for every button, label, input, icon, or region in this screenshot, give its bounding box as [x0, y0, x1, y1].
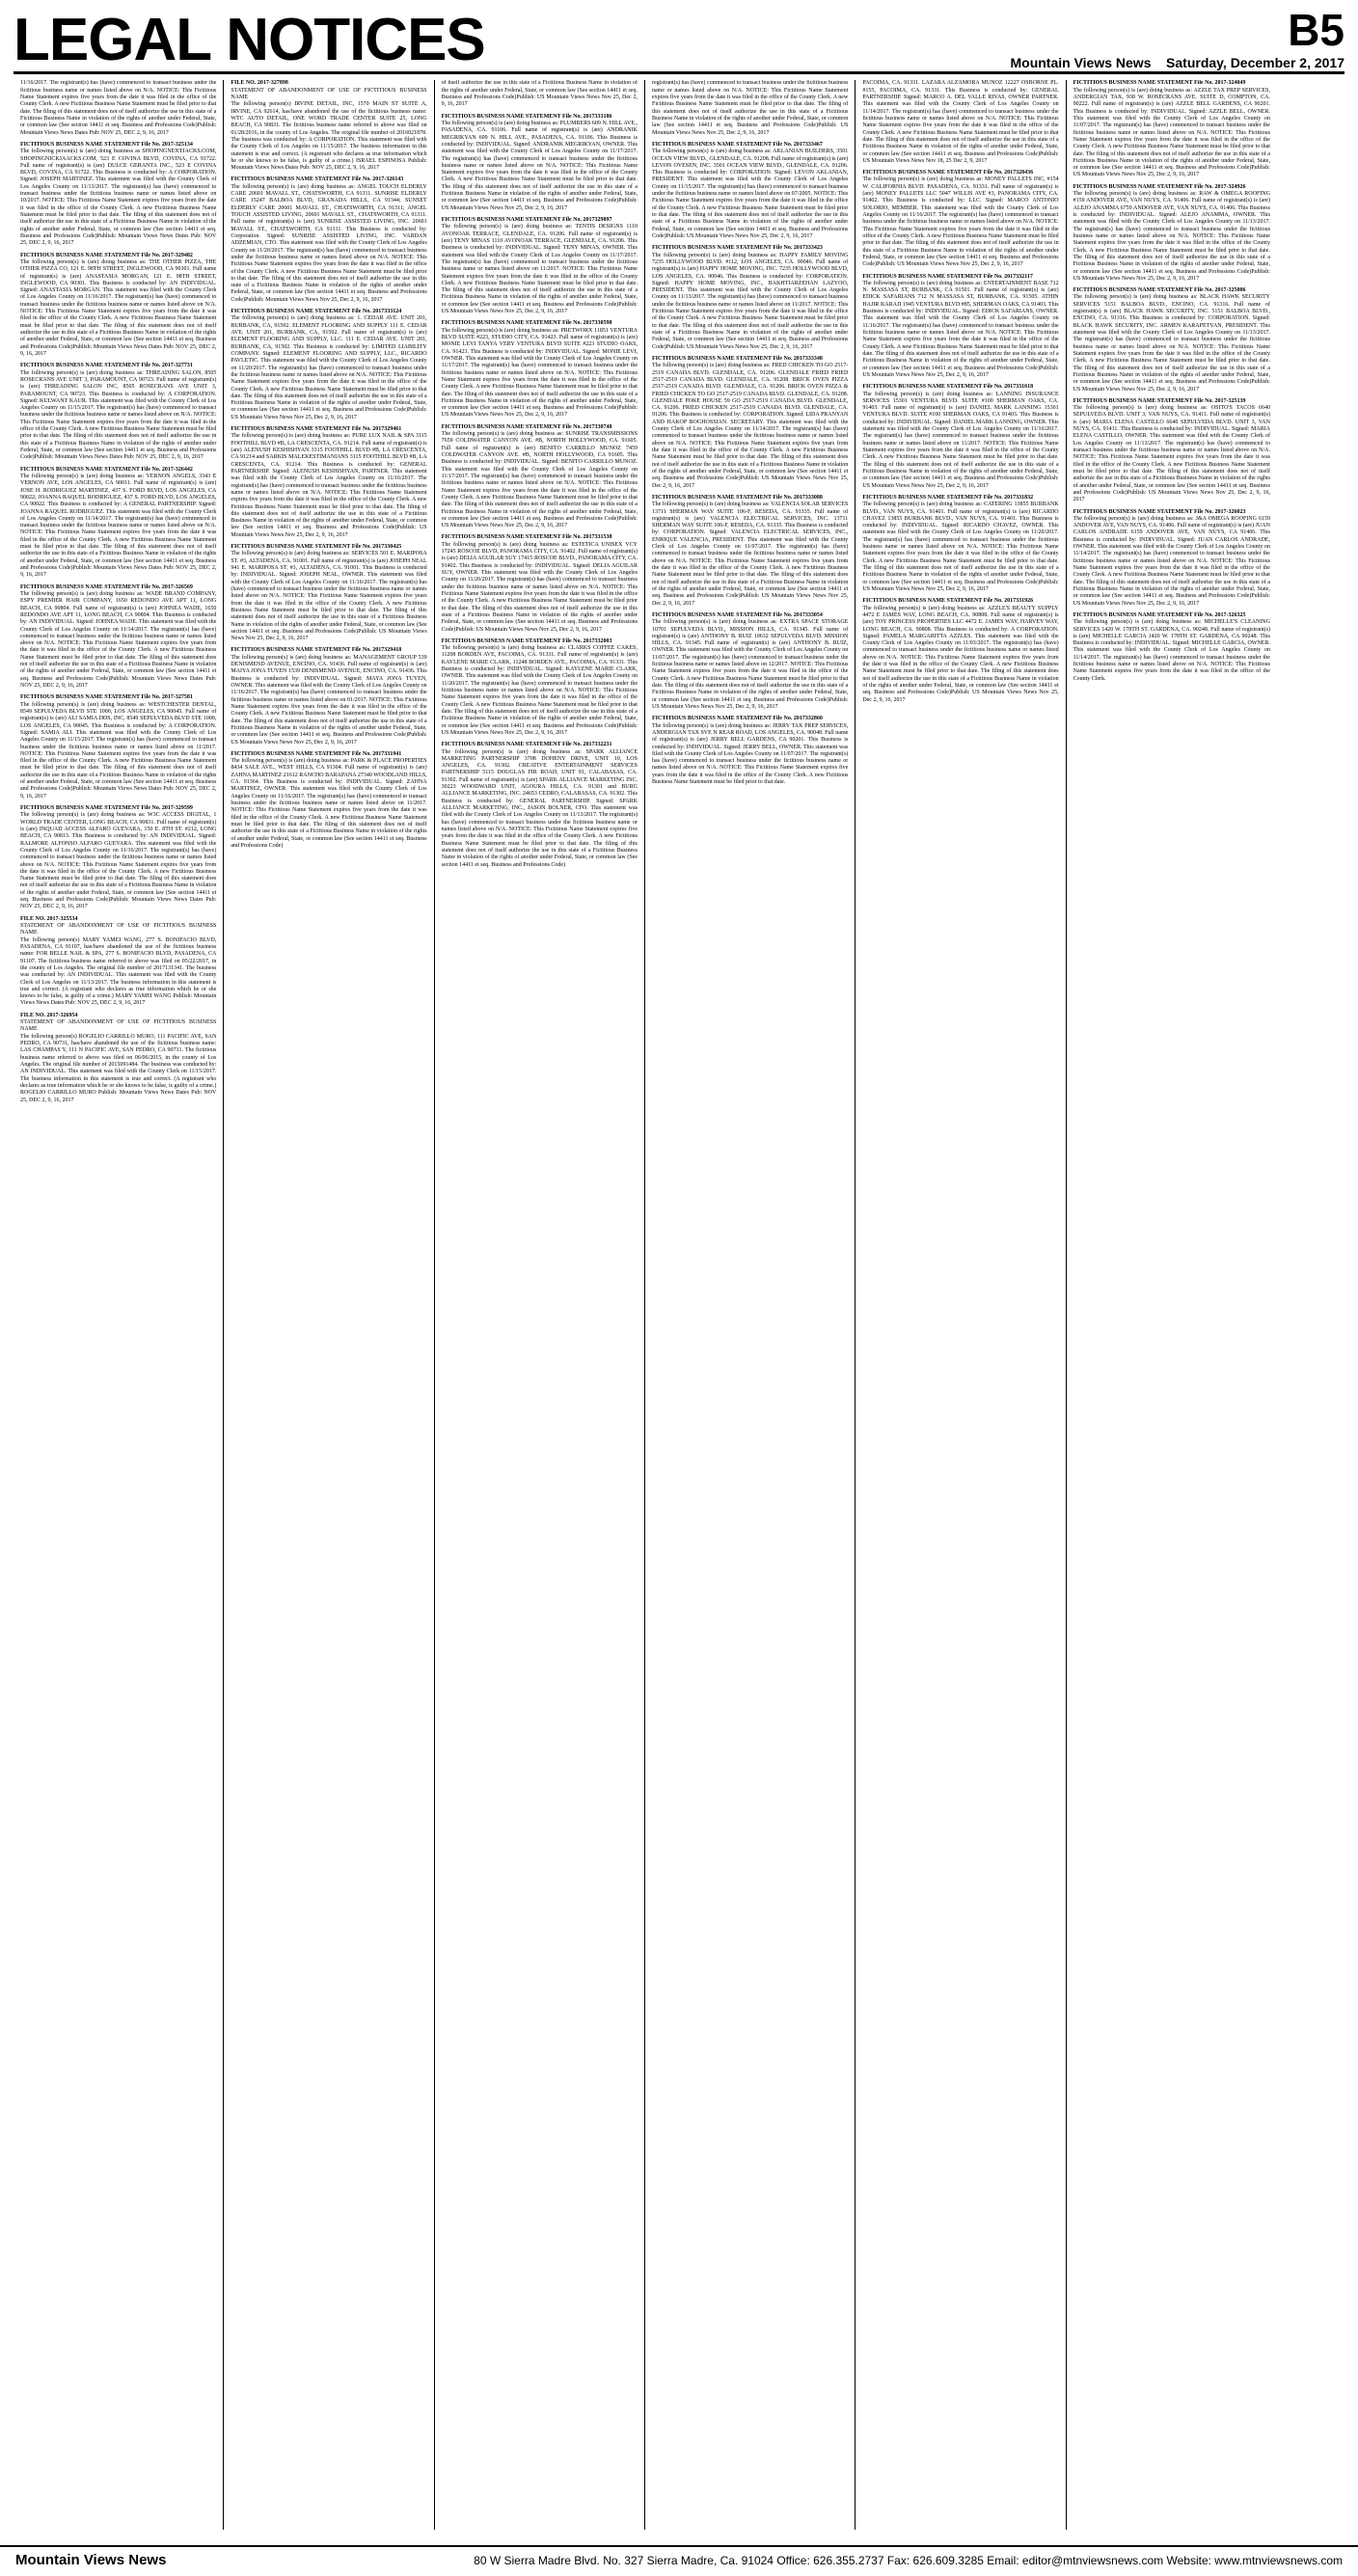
notice-paragraph: of itself authorize the use in this state of a Fictitious Business Name in violation of the rights of another under Federal, State, or common law (See section 14411 et seq. Business and Professions Code)Publish: US Mountain Views News Nov 25, Dec 2, 9, 16, 2017	[441, 80, 638, 108]
notice-paragraph: FICTITIOUS BUSINESS NAME STATEMENT File No. 2017-326023	[1073, 508, 1246, 515]
notice-paragraph: The following person(s) is (are) doing business as: HAPPY FAMILY MOVING 7235 HOLLYWOOD BLVD. #112, LOS ANGELES, CA. 90046. Full name of registrant(s) is (are) HAPPY HOME MOVING, INC. 7235 HOLLYWOOD BLVD, LOS ANGELES, CA. 90046. This Business is conducted by: CORPORATION. Signed: HAPPY HOME MOVING, INC., BAKHTIARZEHAN LAZYOO, PRESIDENT. This statement was filed with the County Clerk of Los Angeles County on 11/13/2017. The registrant(s) has (have) commenced to transact business under the fictitious business name or names listed above on 11/2017. NOTICE: This Fictitious Name Statement expires five years from the date it was filed in the office of the County Clerk. A new Fictitious Business Name Statement must be filed prior to that date. The filing of this statement does not of itself authorize the use in this state of a Fictitious Business Name in violation of the rights of another under Federal, State, or common law (See section 14411 et seq. Business and Professions Code)Publish: US Mountain Views News Nov 25, Dec 2, 9, 16, 2017	[651, 252, 849, 350]
notice-paragraph: FICTITIOUS BUSINESS NAME STATEMENT File No. 2017332860	[651, 716, 823, 722]
legal-notice-block	[862, 598, 1058, 704]
legal-notice-block	[442, 114, 638, 212]
notice-paragraph: The following person(s) IRVINE DETAIL, INC, 1570 MAIN ST SUITE A, IRVINE, CA 92614, has/have abandoned the use of the fictitious business name: WTC AUTO DETAIL, ONE WORD TRADE CENTER SUITE 25, LONG BEACH, CA 90831. The fictitious business name referred to above was filed on 01/28/2016, in the county of Los Angeles. The original file number of 2016021878. The business was conducted by: A CORPORATION. This statement was filed with the County Clerk of Los Angeles on 11/15/2017. The business information in this statement is true and correct. (A registrant who declares as true information which he or she knows to be false, is guilty of a crime.) ISRAEL ESPINOSA Publish: Mountain Views News Dates Pub: NOV 25, DEC 2, 9, 16, 2017	[231, 101, 427, 172]
legal-notice-block	[231, 647, 426, 746]
footer-publication: Mountain Views News	[15, 2552, 167, 2568]
legal-notice-block	[1073, 287, 1270, 393]
notice-paragraph: FICTITIOUS BUSINESS NAME STATEMENT File No. 2017-326325	[1073, 611, 1246, 618]
notice-paragraph: FICTITIOUS BUSINESS NAME STATEMENT File No. 2017-326569	[20, 583, 193, 590]
legal-notice-block	[1073, 398, 1270, 504]
notice-paragraph: FICTITIOUS BUSINESS NAME STATEMENT File No. 2017332003	[441, 637, 612, 644]
notice-paragraph: FICTITIOUS BUSINESS NAME STATEMENT File No. 2017-325139	[1073, 397, 1246, 404]
notice-paragraph: FICTITIOUS BUSINESS NAME STATEMENT File No. 2017329461	[231, 426, 402, 433]
notice-paragraph: FICTITIOUS BUSINESS NAME STATEMENT File No. 2017330598	[441, 320, 612, 327]
notice-paragraph: FILE NO. 2017-325534	[20, 915, 78, 922]
notice-paragraph: The following person(s) is (are) doing business as: FRED CHICKEN TO GO 2517-2519 CANADA BLVD. GLENDALE, CA. 91206. GLENDALE FRIED FRIED 2517-2519 CANADA BLVD. GLENDALE, CA. 91208. BRICK OVEN PIZZA 2517-2519 CANADA BLVD. GLENDALE, CA. 91206. BRICK OVEN PIZZA & FRIED CHICKEN TO GO 2517-2519 CANADA BLVD. GLENDALE, CA. 91208. GLENDALE POKE HOUSE 59 GO 2517-2519 CANADA BLVD. GLENDALE, CA. 91206. FRIED CHICKEN 2517-2519 CANADA BLVD. GLENDALE, CA. 91206. This Business is conducted by: CORPORATION. Signed: LIDA PRANYAN AND HAKOP BOGHOSSIAN. SECRETARY. This statement was filed with the County Clerk of Los Angeles County on 11/14/2017. The registrant(s) has (have) commenced to transact business under the fictitious business name or names listed above on N/A. NOTICE: This Fictitious Name Statement expires five years from the date it was filed in the office of the County Clerk. A new Fictitious Business Name Statement must be filed prior to that date. The filing of this statement does not of itself authorize the use in this state of a Fictitious Business Name in violation of the rights of another under Federal, State, or common law (See section 14411 et seq. Business and Professions Code)Publish: US Mountain Views News Nov 25, Dec 2, 9, 16, 2017	[651, 363, 849, 489]
notice-paragraph: The following person(s) is (are) doing business as: EXTRA SPACE STORAGE 10701 SEPULVEDA BLVD., MISSION HILLS, CA. 91345. Full name of registrant(s) is (are) ANTHONY B. RUIZ 10632 SEPULVEDA BLVD. MISSION HILLS, CA. 91345. Full name of registrant(s) is (are) ANTHONY B. RUIZ, OWNER. This statement was filed with the County Clerk of Los Angeles County on 11/07/2017. The registrant(s) has (have) commenced to transact business under the fictitious business name or names listed above on 12/2017. NOTICE: This Fictitious Name Statement expires five years from the date it was filed in the office of the County Clerk. A new Fictitious Business Name Statement must be filed prior to that date. The filing of this statement does not of itself authorize the use in this state of a Fictitious Business Name in violation of the rights of another under Federal, State, or common law (See section 14411 et seq. Business and Professions Code)Publish: US Mountain Views News Nov 25, Dec 2, 9, 16, 2017	[651, 619, 849, 710]
legal-notice-block	[652, 80, 848, 137]
notice-paragraph: The following person(s) is (are) doing business as: BLACK HAWK SECURITY SERVICES 5151 BALBOA BLVD., ENCINO, CA. 91316. Full name of registrant(s) is (are) BLACK HAWK SECURITY, INC. 5151 BALBOA BLVD., ENCINO, CA. 91316. This Business is conducted by: CORPORATION. Signed: BLACK HAWK SECURITY, INC. ARMEN KARAPETYAN, PRESIDENT. This statement was filed with the County Clerk of Los Angeles County on 11/13/2017. The registrant(s) has (have) commenced to transact business under the fictitious business name or names listed above on N/A. NOTICE: This Fictitious Name Statement expires five years from the date it was filed in the office of the County Clerk. A new Fictitious Business Name Statement must be filed prior to that date. The filing of this statement does not of itself authorize the use in this state of a Fictitious Business Name in violation of the rights of another under Federal, State, or common law (See section 14411 et seq. Business and Professions Code)Publish: US Mountain Views News Nov 25, Dec 2, 9, 16, 2017	[1073, 294, 1270, 393]
notice-paragraph: The following person(s) is (are) doing business as: JERRY TAX PREP SERVICES, ANDERGIAN TAX SVE N REAR ROAD, LOS ANGELES, CA. 90048. Full name of registrant(s) is (are) JERRY BELL GARDENS, CA 90201. This Business is conducted by: INDIVIDUAL. Signed: JERRY BELL, OWNER. This statement was filed with the County Clerk of Los Angeles County on 11/07/2017. The registrant(s) has (have) commenced to transact business under the fictitious business name or names listed above on N/A. NOTICE: This Fictitious Name Statement expires five years from the date it was filed in the office of the County Clerk. A new Fictitious Business Name Statement must be filed prior to that date.	[651, 722, 849, 786]
masthead	[14, 5, 1344, 74]
notice-paragraph: FICTITIOUS BUSINESS NAME STATEMENT File No. 2017-324049	[1073, 80, 1246, 87]
legal-notice-block	[442, 638, 638, 737]
legal-notice-block	[442, 80, 638, 108]
footer-contact-info: 80 W Sierra Madre Blvd. No. 327 Sierra Madre, Ca. 91024 Office: 626.355.2737 Fax: 626.609.3285 Email: editor@mtnviewsnews.com Website: www.mtnviewsnews.com	[474, 2553, 1343, 2567]
legal-notice-block	[20, 584, 216, 691]
notice-paragraph: FICTITIOUS BUSINESS NAME STATEMENT File No. 2017331618	[862, 384, 1034, 391]
notice-paragraph: The following person(s) is (are) doing business as SHOPINGNEXTJACKS.COM, SHOPINGNICKJAACKS.COM, 523 E COVINA BLVD, COVINA, CA 91722. Full name of registrant(s) is (are) DULCE GERANTA INC., 523 E COVINA BLVD, COVINA, CA 91722. This Business is conducted by: A CORPORATION. Signed: JOSEPH MARTINEZ. This statement was filed with the County Clerk of Los Angeles County on 11/13/2017. The registrant(s) has (have) commenced to transact business under the fictitious business name or names listed above on 10/2017. NOTICE: This Fictitious Name Statement expires five years from the date it was filed in the office of the County Clerk. A new Fictitious Business Name Statement must be filed prior to that date. The filing of this statement does not of itself authorize the use in this state of a Fictitious Business Name in violation of the rights of another under Federal, State, or common law (See section 14411 et seq. Business and Professions Code)Publish: Mountain Views News Dates Pub: NOV 25, DEC 2, 9, 16, 2017	[20, 149, 217, 247]
notice-paragraph: The following person(s) is (are) doing business as: AKLANIAN BUILDERS, 3501 OCEAN VIEW BLVD., GLENDALE, CA. 91208. Full name of registrant(s) is (are) LEVON OVESEN, INC. 3501 OCEAN VIEW BLVD., GLENDALE, CA. 91206. This Business is conducted by: CORPORATION. Signed: LEVON AKLANIAN, PRESIDENT. This statement was filed with the County Clerk of Los Angeles County on 11/15/2017. The registrant(s) has (have) commenced to transact business under the fictitious business name or names listed above on 07/2005. NOTICE: This Fictitious Name Statement expires five years from the date it was filed in the office of the County Clerk. A new Fictitious Business Name Statement must be filed prior to that date. The filing of this statement does not of itself authorize the use in this state of a Fictitious Business Name in violation of the rights of another under Federal, State, or common law (See section 14411 et seq. Business and Professions Code)Publish: US Mountain Views News Nov 25, Dec 2, 9, 16, 2017	[651, 149, 849, 239]
legal-notice-block	[862, 80, 1058, 165]
notice-paragraph: The following person(s) is (are) doing business as: VALENCIA SOLAR SERVICES 13711 SHERMAN WAY SUITE 106-F, RESEDA, CA. 91335. Full name of registrant(s) is (are) VALENCIA ELECTRICAL SERVICES, INC. 13711 SHERMAN WAY SUITE 106-F, RESEDA, CA. 91335. This Business is conducted by: CORPORATION. Signed: VALENCIA ELECTRICAL SERVICES, INC., ENRIQUE VALENCIA, PRESIDENT. This statement was filed with the County Clerk of Los Angeles County on 11/07/2017. The registrant(s) has (have) commenced to transact business under the fictitious business name or names listed above on N/A. NOTICE: This Fictitious Name Statement expires five years from the date it was filed in the office of the County Clerk. A new Fictitious Business Name Statement must be filed prior to that date. The filing of this statement does not of itself authorize the use in this state of a Fictitious Business Name in violation of the rights of another under Federal, State, or common law (See section 14411 et seq. Business and Professions Code)Publish: US Mountain Views News Nov 25, Dec 2, 9, 16, 2017	[651, 502, 849, 607]
notice-column-6	[1067, 80, 1277, 2530]
notice-paragraph: The following person(s) is (are) doing business as: SERVICES 501 E. MARIPOSA ST. #3, ALTADENA, CA. 91001. Full name of registrant(s) is (are) JOSEPH NEAL 941 E. MARIPOSA ST. #3, ALTADENA, CA. 91001. This Business is conducted by: INDIVIDUAL. Signed: JOSEPH NEAL, OWNER. This statement was filed with the County Clerk of Los Angeles County on 11/16/2017. The registrant(s) has (have) commenced to transact business under the fictitious business name or names listed above on N/A. NOTICE: This Fictitious Name Statement expires five years from the date it was filed in the office of the County Clerk. A new Fictitious Business Name Statement must be filed prior to that date. The filing of this statement does not of itself authorize the use in this state of a Fictitious Business Name in violation of the rights of another under Federal, State, or common law (See section 14411 et seq. Business and Professions Code)Publish: US Mountain Views News Nov 25, Dec 2, 9, 16, 2017	[231, 551, 427, 642]
notice-columns	[14, 80, 1344, 2530]
notice-paragraph: FICTITIOUS BUSINESS NAME STATEMENT File No. 2017330748	[441, 423, 612, 430]
notice-paragraph: STATEMENT OF ABANDONMENT OF USE OF FICTITIOUS BUSINESS NAME	[20, 1019, 217, 1033]
notice-paragraph: FICTITIOUS BUSINESS NAME STATEMENT File No. 2017-326442	[20, 466, 193, 473]
legal-notice-block	[20, 1013, 216, 1104]
page-title: LEGAL NOTICES	[14, 7, 485, 74]
notice-paragraph: FICTITIOUS BUSINESS NAME STATEMENT File No. 2017330425	[231, 544, 402, 551]
legal-notice-block	[20, 805, 216, 911]
legal-notice-block	[20, 142, 216, 248]
legal-notice-block	[20, 363, 216, 461]
notice-paragraph: The following person(s) MARY YAMEI WANG, 277 S. BONIFACIO BLVD, PASADENA, CA 91107, has/have abandoned the use of the fictitious business name: FOR BELLE NAIL & SPA, 277 S. BONIFACIO BLVD, PASADENA, CA 91107. The fictitious business name referred to above was filed on 05/22/2017, in the county of Los Angeles. The original file number of 2017131341. The business was conducted by: AN INDIVIDUAL. This statement was filed with the County Clerk of Los Angeles on 11/13/2017. The business information in this statement is true and correct. (A registrant who declares as true information which he or she knows to be false, is guilty of a crime.) MARY YAMEI WANG Publish: Mountain Views News Dates Pub: NOV 25, DEC 2, 9, 16, 2017	[20, 936, 217, 1007]
notice-paragraph: FICTITIOUS BUSINESS NAME STATEMENT File No. 2017329418	[231, 647, 402, 654]
legal-notice-block	[442, 742, 638, 869]
notice-paragraph: The following person(s) is (are) doing business as: AZZLE'S BEAUTY SUPPLY 4472 E JAMES WAY, LONG BEACH, CA. 90808. Full name of registrant(s) is (are) TOY PRINCESS PROPERTIES LLC 4472 E. JAMES WAY, HARVEY WAY, LONG BEACH, CA. 90808. This Business is conducted by: A CORPORATION. Signed: PAMELA MARGARITTA AZZLES. This statement was filed with the County Clerk of Los Angeles County on 11/03/2017. The registrant(s) has (have) commenced to transact business under the fictitious business name or names listed above on N/A. NOTICE: This Fictitious Name Statement expires five years from the date it was filed in the office of the County Clerk. A new Fictitious Business Name Statement must be filed prior to that date. The filing of this statement does not of itself authorize the use in this state of a Fictitious Business Name in violation of the rights of another under Federal, State, or common law (See section 14411 et seq. Business and Professions Code)Publish: US Mountain Views News Nov 25, Dec 2, 9, 16, 2017	[862, 605, 1059, 703]
notice-paragraph: FICTITIOUS BUSINESS NAME STATEMENT File No. 2017328436	[862, 170, 1034, 176]
notice-paragraph: FICTITIOUS BUSINESS NAME STATEMENT File No. 2017-327731	[20, 363, 193, 369]
notice-paragraph: FICTITIOUS BUSINESS NAME STATEMENT File No. 2017-324926	[1073, 183, 1246, 190]
notice-paragraph: The following person(s) is (are) doing business as: CLARKS COFFEE CAKES, 11208 BORDEN AVE, PACOIMA, CA. 91331. Full name of registrant(s) is (are) KAYLENE MARIE CLARK, 11248 BORDEN AVE., PACOIMA, CA. 91331. This Business is conducted by: INDIVIDUAL. Signed: KAYLENE MARIE CLARK, OWNER. This statement was filed with the County Clerk of Los Angeles County on 11/20/2017. The registrant(s) has (have) commenced to transact business under the fictitious business name or names listed above on N/A. NOTICE: This Fictitious Name Statement expires five years from the date it was filed in the office of the County Clerk. A new Fictitious Business Name Statement must be filed prior to that date. The filing of this statement does not of itself authorize the use in this state of a Fictitious Business Name in violation of the rights of another under Federal, State, or common law (See section 14411 et seq. Business and Professions Code)Publish: US Mountain Views News Nov 25, Dec 2, 9, 16, 2017	[441, 645, 638, 736]
notice-paragraph: FICTITIOUS BUSINESS NAME STATEMENT File No. 2017329897	[441, 217, 612, 223]
notice-paragraph: The following person(s) is (are) doing business as: SPARK ALLIANCE MARKETING PARTNERSHIP 3708 DOHENY DRIVE, UNIT 10, LOS ANGELES, CA. 91302. CREATIVE ENTERTAINMENT SERVICES PARTNERSHIP 5115 DOUGLAS FIR ROAD, UNIT 91, CALABASAS, CA. 91302. Full name of registrant(s) is (are) SPARK ALLIANCE MARKETING INC. 30223 WOODWARD UNIT, AGOURA HILLS, CA. 91301 and BURG ALLIANCE MARKETING, INC. 24653 CEDRO, CALABASAS, CA. 91302. This Business is conducted by: GENERAL PARTNERSHIP. Signed: SPARK ALLIANCE MARKETING, INC., JASON BOLNER, CFO. This statement was filed with the County Clerk of Los Angeles County on 11/13/2017. The registrant(s) has (have) commenced to transact business under the fictitious business name or names listed above on N/A. NOTICE: This Fictitious Name Statement expires five years from the date it was filed in the office of the County Clerk. A new Fictitious Business Name Statement must be filed prior to that date. The filing of this statement does not of itself authorize the use in this state of a Fictitious Business Name in violation of the rights of another under Federal, State, or common law (See section 14411 et seq. Business and Professions Code)	[441, 748, 638, 868]
notice-paragraph: The following person(s) is (are) doing business as: PRETWORX 11851 VENTURA BLVD SUITE #223, STUDIO CITY, CA. 91423. Full name of registrant(s) is (are) MONIE LEVI TANYA VERY VENTURA BLVD SUITE #223 STUDIO OAKS, CA. 91423. This Business is conducted by: INDIVIDUAL. Signed: MONIE LEVI, OWNER. This statement was filed with the County Clerk of Los Angeles County on 11/17/2017. The registrant(s) has (have) commenced to transact business under the fictitious business name or names listed above on N/A. NOTICE: This Fictitious Name Statement expires five years from the date it was filed in the office of the County Clerk. A new Fictitious Business Name Statement must be filed prior to that date. The filing of this statement does not of itself authorize the use in this state of a Fictitious Business Name in violation of the rights of another under Federal, State, or common law (See section 14411 et seq. Business and Professions Code)Publish: US Mountain Views News Nov 25, Dec 2, 9, 16, 2017	[441, 327, 638, 419]
notice-paragraph: FICTITIOUS BUSINESS NAME STATEMENT File No. 2017-329482	[20, 252, 193, 258]
notice-paragraph: FICTITIOUS BUSINESS NAME STATEMENT File No. 2017331941	[231, 750, 402, 757]
notice-column-3	[435, 80, 645, 2530]
notice-paragraph: The following person(s) is (are) doing business as: 1. CEDAR AVE. UNIT 201, BURBANK, CA, 91502. ELEMENT FLOORING AND SUPPLY 111 E. CEDAR AVE. UNIT 201, BURBANK, CA, 91502. Full name of registrant(s) is (are) ELEMENT FLOORING AND SUPPLY, LLC. 111 E. CEDAR AVE. UNIT 201, BURBANK, CA, 91502. This Business is conducted by: LIMITED LIABILITY COMPANY. Signed: ELEMENT FLOORING AND SUPPLY, LLC., RICARDO PAVLETIC. This statement was filed with the County Clerk of Los Angeles County on 11/20/2017. The registrant(s) has (have) commenced to transact business under the fictitious business name or names listed above on N/A. NOTICE: This Fictitious Name Statement expires five years from the date it was filed in the office of the County Clerk. A new Fictitious Business Name Statement must be filed prior to that date. The filing of this statement does not of itself authorize the use in this state of a Fictitious Business Name in violation of the rights of another under Federal, State, or common law (See section 14411 et seq. Business and Professions Code)Publish: US Mountain Views News Nov 25, Dec 2, 9, 16, 2017	[231, 315, 427, 420]
legal-notice-block	[1073, 80, 1270, 178]
legal-notice-block	[442, 534, 638, 633]
legal-notice-block	[20, 694, 216, 800]
notice-paragraph: FICTITIOUS BUSINESS NAME STATEMENT File No. 2017-327581	[20, 694, 193, 701]
legal-notice-block	[231, 751, 426, 850]
legal-notice-block	[862, 170, 1058, 268]
notice-paragraph: The following person(s) is (are) doing business as: AZZLE TAX PREP SERVICES, ANDERGIAN TAX, 938 W. ROSECRANS AVE. SUITE D, COMPTON, CA. 90222. Full name of registrant(s) is (are) AZZLE BELL GARDENS, CA 90201. This Business is conducted by: INDIVIDUAL. Signed: AZZLE BELL, OWNER. This statement was filed with the County Clerk of Los Angeles County on 11/07/2017. The registrant(s) has (have) commenced to transact business under the fictitious business name or names listed above on N/A. NOTICE: This Fictitious Name Statement expires five years from the date it was filed in the office of the County Clerk. A new Fictitious Business Name Statement must be filed prior to that date. The filing of this statement does not of itself authorize the use in this state of a Fictitious Business Name in violation of the rights of another under Federal, State, or common law (See section 14411 et seq. Business and Professions Code)Publish: US Mountain Views News Nov 25, Dec 2, 9, 16, 2017	[1073, 87, 1270, 178]
notice-paragraph: The following person(s) is (are) doing business as: OSITO'S TACOS 6640 SEPULVEDA BLVD. UNIT 3, VAN NUYS, CA. 91411. Full name of registrant(s) is (are) MARIA ELENA CASTILLO 6640 SEPULVEDA BLVD. UNIT 3, VAN NUYS, CA. 91411. This Business is conducted by: INDIVIDUAL. Signed: MARIA ELENA CASTILLO, OWNER. This statement was filed with the County Clerk of Los Angeles County on 11/13/2017. The registrant(s) has (have) commenced to transact business under the fictitious business name or names listed above on N/A. NOTICE: This Fictitious Name Statement expires five years from the date it was filed in the office of the County Clerk. A new Fictitious Business Name Statement must be filed prior to that date. The filing of this statement does not of itself authorize the use in this state of a Fictitious Business Name in violation of the rights of another under Federal, State, or common law (See section 14411 et seq. Business and Professions Code)Publish: US Mountain Views News Nov 25, Dec 2, 9, 16, 2017	[1073, 405, 1270, 503]
notice-paragraph: FICTITIOUS BUSINESS NAME STATEMENT File No. 2017332231	[441, 742, 612, 748]
masthead-right	[1010, 5, 1344, 70]
notice-paragraph: The following person(s) is (are) doing business as: ANGEL TOUCH ELDERLY CARE 20601 MAVALL ST., CHATSWORTH, CA 91311. SUNRISE ELDERLY CARE 15247 BALBOA BLVD, GRANADA HILLS, CA 91344; SUNSET ELDERLY CARE 20601 MAVALL ST., CHATSWORTH, CA 91311; ANGEL TOUCH ASSISTED LIVING, 20601 MAVALL ST., CHATSWORTH, CA 91311. Full name of registrant(s) is (are) SUNRISE ASSISTED LIVING, INC. 20601 MAVALL ST., CHATSWORTH, CA 91311. This Business is conducted by: Corporation. Signed: SUNRISE ASSISTED LIVING, INC. VARDAN ADZEMIAN, CTO. This statement was filed with the County Clerk of Los Angeles County on 11/20/2017. The registrant(s) has (have) commenced to transact business under the fictitious business name or names listed above on N/A. NOTICE: This Fictitious Name Statement expires five years from the date it was filed in the office of the County Clerk. A new Fictitious Business Name Statement must be filed prior to that date. The filing of this statement does not of itself authorize the use in this state of a Fictitious Business Name in violation of the rights of another under Federal, State, or common law (See section 14411 et seq. Business and Professions Code)Publish: Mountain Views News Nov 25, Dec 2, 9, 16, 2017	[231, 183, 427, 303]
notice-paragraph: The following person(s) is (are) doing business as: ENTERTAINMENT BASE 712 N. MASSASA ST, BURBANK, CA 91501. Full name of registrant(s) is (are) EDICK SAFARIANS 712 N MASSASA ST, BURBANK, CA. 91505. ATHIN HAJIR KARAJI 1945 VENTURA BLVD #85, SHERMAN OAKS, CA 91403. This Business is conducted by: INDIVIDUAL. Signed: EDICK SAFARIANS, OWNER. This statement was filed with the County Clerk of Los Angeles County on 11/16/2017. The registrant(s) has (have) commenced to transact business under the fictitious business name or names listed above on N/A. NOTICE: This Fictitious Name Statement expires five years from the date it was filed in the office of the County Clerk. A new Fictitious Business Name Statement must be filed prior to that date. The filing of this statement does not of itself authorize the use in this state of a Fictitious Business Name in violation of the rights of another under Federal, State, or common law (See section 14411 et seq. Business and Professions Code)Publish: US Mountain Views News Nov 25, Dec 2, 9, 16, 2017	[862, 280, 1059, 378]
notice-paragraph: FICTITIOUS BUSINESS NAME STATEMENT File No. 2017333124	[231, 309, 402, 315]
legal-notice-block	[652, 612, 848, 711]
legal-notice-block	[652, 356, 848, 490]
legal-notice-block	[1073, 509, 1270, 608]
notice-paragraph: The following person(s) is (are) doing business as: WESTCHESTER DENTAL, 8549 SEPULVEDA BLVD STE 1000, LOS ANGELES, CA 90045. Full name of registrant(s) is (are) ALI SAMIA DDS, INC, 8549 SEPULVEDA BLVD STE 1000, LOS ANGELES, CA 90045. This Business is conducted by: A CORPORATION. Signed: SAMIA ALI. This statement was filed with the County Clerk of Los Angeles County on 11/15/2017. The registrant(s) has (have) commenced to transact business under the fictitious business name or names listed above on 11/2017. NOTICE: This Fictitious Name Statement expires five years from the date it was filed in the office of the County Clerk. A new Fictitious Business Name Statement must be filed prior to that date. The filing of this statement does not of itself authorize the use in this state of a Fictitious Business Name in violation of the rights of another under Federal, State, or common law (See section 14411 et seq. Business and Professions Code)Publish: Mountain Views News Dates Pub: NOV 25, DEC 2, 9, 16, 2017	[20, 701, 217, 800]
notice-paragraph: The following person(s) is (are) doing business as: PLUMBERS 609 N. HILL AVE., PASADENA, CA. 91106. Full name of registrant(s) is (are) ANDRANIK MEGRIKYAN 609 N. HILL AVE., PASADENA, CA. 91106. This Business is conducted by: INDIVIDUAL. Signed: ANDRANIK MEGRIKYAN, OWNER. This statement was filed with the County Clerk of Los Angeles County on 11/17/2017. The registrant(s) has (have) commenced to transact business under the fictitious business name or names listed above on N/A. NOTICE: This Fictitious Name Statement expires five years from the date it was filed in the office of the County Clerk. A new Fictitious Business Name Statement must be filed prior to that date. The filing of this statement does not of itself authorize the use in this state of a Fictitious Business Name in violation of the rights of another under Federal, State, or common law (See section 14411 et seq. Business and Professions Code)Publish: US Mountain Views News Nov 25, Dec 2, 9, 16, 2017	[441, 120, 638, 211]
notice-paragraph: FILE NO. 2017-327898	[231, 80, 288, 87]
publication-date: Saturday, December 2, 2017	[1166, 54, 1344, 70]
notice-paragraph: FICTITIOUS BUSINESS NAME STATEMENT File No. 2017331538	[441, 534, 612, 541]
notice-paragraph: registrant(s) has (have) commenced to transact business under the fictitious business name or names listed above on N/A. NOTICE: This Fictitious Name Statement expires five years from the date it was filed in the office of the County Clerk. A new Fictitious Business Name Statement must be filed prior to that date. The filing of this statement does not of itself authorize the use in this state of a Fictitious Business Name in violation of the rights of another under Federal, State, or common law (See section 14411 et seq. Business and Professions Code)Publish: US Mountain Views News Nov 25, Dec 2, 9, 16, 2017	[651, 80, 849, 136]
notice-paragraph: The following person(s) is (are) doing business as: PURE LUX NAIL & SPA 3115 FOOTHILL BLVD #B, LA CRESCENTA, CA. 91214. Full name of registrant(s) is (are) ALENUSH KESHISHYAN 3315 FOOTHILL BLVD #B, LA CRESCENTA, CA 91214 and SARKIS MALEKESTIMANIANS 3115 FOOTHILL BLVD #B, LA CRESCENTA, CA. 91214. This Business is conducted by: GENERAL PARTNERSHIP. Signed: ALENUSH KESHISHYAN, PARTNER. This statement was filed with the County Clerk of Los Angeles County on 11/16/2017. The registrant(s) has (have) commenced to transact business under the fictitious business name or names listed above on N/A. NOTICE: This Fictitious Name Statement expires five years from the date it was filed in the office of the County Clerk. A new Fictitious Business Name Statement must be filed prior to that date. The filing of this statement does not of itself authorize the use in this state of a Fictitious Business Name in violation of the rights of another under Federal, State, or common law (See section 14411 et seq. Business and Professions Code)Publish: US Mountain Views News Nov 25, Dec 2, 9, 16, 2017	[231, 433, 427, 538]
legal-notice-block	[20, 80, 216, 137]
notice-paragraph: The following person(s) is (are) doing business as: MICHELLE'S CLEANING SERVICES 1420 W. 178TH ST. GARDENA, CA. 90248. Full name of registrant(s) is (are) MICHELLE GARCIA 1420 W. 178TH ST. GARDENA, CA 90248. This Business is conducted by: INDIVIDUAL. Signed: MICHELLE GARCIA, OWNER. This statement was filed with the County Clerk of Los Angeles County on 11/14/2017. The registrant(s) has (have) commenced to transact business under the fictitious business name or names listed above on N/A. NOTICE: This Fictitious Name Statement expires five years from the date it was filed in the office of the County Clerk.	[1073, 619, 1270, 682]
notice-paragraph: FILE NO. 2017-326954	[20, 1012, 78, 1018]
notice-paragraph: The following person(s) ROGELIO CARRILLO MURO, 111 PACIFIC AVE, SAN PEDRO, CA 90731, has/have abandoned the use of the fictitious business name: LAS CHAMPAS Y, 111 N PACIFIC AVE, SAN PEDRO, CA 90731. The fictitious business name referred to above was filed on 06/06/2015, in the county of Los Angeles. The original file number of 2015091484. The business was conducted by: AN INDIVIDUAL. This statement was filed with the County Clerk on 11/15/2017. The business information in this statement is true and correct. (A registrant who declares as true information which he or she knows to be false, is guilty of a crime.) ROGELIO CARRILLO MURO Publish: Mountain Views News Dates Pub: NOV 25, DEC 2, 9, 16, 2017	[20, 1033, 217, 1103]
notice-paragraph: The following person(s) is (are) doing business as: PARK & PLACE PROPERTIES 8434 SALE AVE., WEST HILLS, CA 91304. Full name of registrant(s) is (are) ZAHNA MARTINEZ 21612 RANCHO BARAPANA 27340 WOODLAND HILLS, CA. 91364. This Business is conducted by: INDIVIDUAL. Signed: ZAHNA MARTINEZ, OWNER. This statement was filed with the County Clerk of Los Angeles County on 11/16/2017. The registrant(s) has (have) commenced to transact business under the fictitious business name or names listed above on 11/2017. NOTICE: This Fictitious Name Statement expires five years from the date it was filed in the office of the County Clerk. A new Fictitious Business Name Statement must be filed prior to that date. The filing of this statement does not of itself authorize the use in this state of a Fictitious Business Name in violation of the rights of another under Federal, State, or common law (See section 14411 et seq. Business and Professions Code)	[231, 758, 427, 849]
notice-column-5	[856, 80, 1066, 2530]
notice-paragraph: The following person(s) is (are) doing business as: SUNRISE TRANSMISSIONS 7659 COLDWATER CANYON AVE. #B, NORTH HOLLYWOOD, CA. 91605. Full name of registrant(s) is (are) BENITO CARRILLO MUNOZ 7459 COLDWATER CANYON AVE. #B, NORTH HOLLYWOOD, CA 91605. This Business is conducted by: INDIVIDUAL. Signed: BENITO CARRILLO MUNOZ. This statement was filed with the County Clerk of Los Angeles County on 11/17/2017. The registrant(s) has (have) commenced to transact business under the fictitious business name or names listed above on N/A. NOTICE: This Fictitious Name Statement expires five years from the date it was filed in the office of the County Clerk. A new Fictitious Business Name Statement must be filed prior to that date. The filing of this statement does not of itself authorize the use in this state of a Fictitious Business Name in violation of the rights of another under Federal, State, or common law (See section 14411 et seq. Business and Professions Code)Publish: US Mountain Views News Nov 25, Dec 2, 9, 16, 2017	[441, 431, 638, 529]
legal-notice-block	[442, 217, 638, 315]
notice-paragraph: FICTITIOUS BUSINESS NAME STATEMENT File No. 2017333088	[651, 494, 823, 501]
notice-paragraph: FICTITIOUS BUSINESS NAME STATEMENT File No. 2017331926	[862, 598, 1034, 605]
notice-paragraph: The following person(s) is (are) doing business as: ESTETICA UNISEX VCY 17245 ROSCOE BLVD, PANORAMA CITY, CA. 91402. Full name of registrant(s) is (are) DELIA AGUILAR SUY 17415 ROSCOE BLVD., PANORAMA CITY, CA. 91402. This Business is conducted by: INDIVIDUAL. Signed: DELIA AGUILAR SUY, OWNER. This statement was filed with the County Clerk of Los Angeles County on 11/20/2017. The registrant(s) has (have) commenced to transact business under the fictitious business name or names listed above on N/A. NOTICE: This Fictitious Name Statement expires five years from the date it was filed in the office of the County Clerk. A new Fictitious Business Name Statement must be filed prior to that date. The filing of this statement does not of itself authorize the use in this state of a Fictitious Business Name in violation of the rights of another under Federal, State, or common law (See section 14411 et seq. Business and Professions Code)Publish: US Mountain Views News Nov 25, Dec 2, 9, 16, 2017	[441, 541, 638, 633]
legal-notice-block	[652, 245, 848, 351]
legal-notice-block	[20, 467, 216, 580]
notice-paragraph: FICTITIOUS BUSINESS NAME STATEMENT File No. 2017332117	[862, 273, 1033, 280]
column-body	[231, 80, 426, 850]
notice-paragraph: The following person(s) is (are) doing business as: W3C ACCESS DIGITAL, 1 WORLD TRADE CENTER, LONG BEACH, CA 90831. Full name of registrant(s) is (are) INQUAD ACCESS ALFARO GUEVARA, 150 E. 8TH ST. #212, LONG BEACH, CA 90813. This Business is conducted by: AN INDIVIDUAL. Signed: RALMORE ALFONSO ALFARO GUEVARA. This statement was filed with the County Clerk of Los Angeles County on 11/16/2017. The registrant(s) has (have) commenced to transact business under the fictitious business name or names listed above on N/A. NOTICE: This Fictitious Name Statement expires five years from the date it was filed in the office of the County Clerk. A new Fictitious Business Name Statement must be filed prior to that date. The filing of this statement does not of itself authorize the use in this state of a Fictitious Business Name in violation of the rights of another under Federal, State, or common law (See section 14411 et seq. Business and Professions Code)Publish: Mountain Views News Dates Pub: NOV 25, DEC 2, 9, 16, 2017	[20, 812, 217, 910]
legal-notice-block	[231, 426, 426, 539]
notice-paragraph: The following person(s) is (are) doing business as: LANNING INSURANCE SERVICES 15301 VENTURA BLVD. SUITE #100 SHERMAN OAKS, CA. 91403. Full name of registrant(s) is (are) DANIEL MARK LANNING 15301 VENTURA BLVD. SUITE #100 SHERMAN OAKS, CA 91403. This Business is conducted by: INDIVIDUAL. Signed: DANIEL MARK LANNING, OWNER. This statement was filed with the County Clerk of Los Angeles County on 11/16/2017. The registrant(s) has (have) commenced to transact business under the fictitious business name or names listed above on 11/2017. NOTICE: This Fictitious Name Statement expires five years from the date it was filed in the office of the County Clerk. A new Fictitious Business Name Statement must be filed prior to that date. The filing of this statement does not of itself authorize the use in this state of a Fictitious Business Name in violation of the rights of another under Federal, State, or common law (See section 14411 et seq. Business and Professions Code)Publish: US Mountain Views News Nov 25, Dec 2, 9, 16, 2017	[862, 391, 1059, 489]
notice-paragraph: The following person(s) is (are) doing business as: VERNON ANGELS, 3343 E VERNON AVE, LOS ANGELES, CA 90011. Full name of registrant(s) is (are) JOSE H. RODRIGUEZ MARTINEZ, 437 S. FORD BLVD, LOS ANGELES, CA 90022; JOANNA RAQUEL RODRIGUEZ, 437 S. FORD BLVD, LOS ANGELES, CA 90022. This Business is conducted by: A GENERAL PARTNERSHIP. Signed: JOANNA RAQUEL RODRIGUEZ. This statement was filed with the County Clerk of Los Angeles County on 11/14/2017. The registrant(s) has (have) commenced to transact business under the fictitious business name or names listed above on N/A. NOTICE: This Fictitious Name Statement expires five years from the date it was filed in the office of the County Clerk. A new Fictitious Business Name Statement must be filed prior to that date. The filing of this statement does not of itself authorize the use in this state of a Fictitious Business Name in violation of the rights of another under Federal, State, or common law (See section 14411 et seq. Business and Professions Code)Publish: Mountain Views News Dates Pub: NOV 25, DEC 2, 9, 16, 2017	[20, 473, 217, 579]
notice-paragraph: The following person(s) is (are) doing business as: MANAGEMENT GROUP 539 DENISMEND AVENUE, ENCINO, CA. 91436. Full name of registrant(s) is (are) MAIYA JONA TUYEN 1539 DENISMEND AVENUE, ENCINO, CA. 91436. This Business is conducted by: INDIVIDUAL. Signed: MAYA JONA TUYEN, OWNER. This statement was filed with the County Clerk of Los Angeles County on 11/16/2017. The registrant(s) has (have) commenced to transact business under the fictitious business name or names listed above on 01/2017. NOTICE: This Fictitious Name Statement expires five years from the date it was filed in the office of the County Clerk. A new Fictitious Business Name Statement must be filed prior to that date. The filing of this statement does not of itself authorize the use in this state of a Fictitious Business Name in violation of the rights of another under Federal, State, or common law (See section 14411 et seq. Business and Professions Code)Publish: US Mountain Views News Nov 25, Dec 2, 9, 16, 2017	[231, 654, 427, 746]
legal-notice-block	[231, 80, 426, 172]
notice-paragraph: FICTITIOUS BUSINESS NAME STATEMENT File No. 2017-325134	[20, 141, 193, 148]
legal-notice-block	[652, 142, 848, 240]
masthead-publication-line	[1010, 56, 1344, 70]
notice-paragraph: FICTITIOUS BUSINESS NAME STATEMENT File No. 2017331832	[862, 494, 1034, 501]
legal-notice-block	[442, 424, 638, 530]
notice-paragraph: FICTITIOUS BUSINESS NAME STATEMENT File No. 2017-329599	[20, 805, 193, 811]
notice-paragraph: FICTITIOUS BUSINESS NAME STATEMENT File No. 2017333186	[441, 113, 612, 120]
column-body	[20, 80, 216, 1103]
legal-notice-block	[1073, 612, 1270, 683]
notice-paragraph: The following person(s) is (are) doing business as: WADE BRAND COMPANY, ESPY PREMIER HAIR COMPANY, 1650 REDONDO AVE APT 11, LONG BEACH, CA 90804. Full name of registrant(s) is (are) JOHNEA WADE, 1650 REDONDO AVE APT 11, LONG BEACH, CA 90804. This Business is conducted by: AN INDIVIDUAL. Signed: JOHNEA WADE. This statement was filed with the County Clerk of Los Angeles County on 11/14/2017. The registrant(s) has (have) commenced to transact business under the fictitious business name or names listed above on N/A. NOTICE: This Fictitious Name Statement expires five years from the date it was filed in the office of the County Clerk. A new Fictitious Business Name Statement must be filed prior to that date. The filing of this statement does not of itself authorize the use in this state of a Fictitious Business Name in violation of the rights of another under Federal, State, or common law (See section 14411 et seq. Business and Professions Code)Publish: Mountain Views News Dates Pub: NOV 25, DEC 2, 9, 16, 2017	[20, 590, 217, 689]
legal-notice-block	[20, 916, 216, 1008]
legal-notice-block	[652, 495, 848, 608]
notice-paragraph: The following person(s) is (are) doing business as: THREADING SALON, 8505 ROSECRANS AVE UNIT 3, PARAMOUNT, CA 90723. Full name of registrant(s) is (are) THREADING SALON INC, 8505 ROSECRANS AVE UNIT 3, PARAMOUNT, CA 90723. This Business is conducted by: A CORPORATION. Signed: KULWANT KAUR. This statement was filed with the County Clerk of Los Angeles County on 11/15/2017. The registrant(s) has (have) commenced to transact business under the fictitious business name or names listed above on N/A. NOTICE: This Fictitious Name Statement expires five years from the date it was filed in the office of the County Clerk. A new Fictitious Business Name Statement must be filed prior to that date. The filing of this statement does not of itself authorize the use in this state of a Fictitious Business Name in violation of the rights of another under Federal, State, or common law (See section 14411 et seq. Business and Professions Code)Publish: Mountain Views News Dates Pub: NOV 25, DEC 2, 9, 16, 2017	[20, 369, 217, 461]
notice-paragraph: The following person(s) is (are) doing business as: RAW & OMEGA ROOFING #159 ANDOVER AVE, VAN NUYS, CA. 91406. Full name of registrant(s) is (are) ALEJO ANAMMA 6759 ANDOVER AVE, VAN NUYS, CA. 91406. This Business is conducted by: INDIVIDUAL. Signed: ALEJO ANAMMA, OWNER. This statement was filed with the County Clerk of Los Angeles County on 11/13/2017. The registrant(s) has (have) commenced to transact business under the fictitious business name or names listed above on N/A. NOTICE: This Fictitious Name Statement expires five years from the date it was filed in the office of the County Clerk. A new Fictitious Business Name Statement must be filed prior to that date. The filing of this statement does not of itself authorize the use in this state of a Fictitious Business Name in violation of the rights of another under Federal, State, or common law (See section 14411 et seq. Business and Professions Code)Publish: US Mountain Views News Nov 25, Dec 2, 9, 16, 2017	[1073, 191, 1270, 282]
notice-paragraph: PACOIMA, CA. 91331. LAZARA ALZAMORA MUNOZ 12227 OSBORNE PL. #155, PACOIMA, CA. 91331. This Business is conducted by: GENERAL PARTNERSHIP. Signed: MARCO A. DEL VALLE RIVAS, OWNER PARTNER. This statement was filed with the County Clerk of Los Angeles County on 11/14/2017. The registrant(s) has (have) commenced to transact business under the fictitious business name or names listed above on N/A. NOTICE: This Fictitious Name Statement expires five years from the date it was filed in the office of the County Clerk. A new Fictitious Business Name Statement must be filed prior to that date. The filing of this statement does not of itself authorize the use in this state of a Fictitious Business Name in violation of the rights of another under Federal, State, or common law (See section 14411 et seq. Business and Professions Code)Publish: US Mountain Views News Nov 18, 25 Dec 2, 9, 2017	[862, 80, 1059, 164]
notice-column-2	[224, 80, 434, 2530]
notice-paragraph: The following person(s) is (are) doing business as: J&A OMEGA ROOFING 6159 ANDOVER AVE, VAN NUYS, CA. 91406. Full name of registrant(s) is (are) JUAN CARLOS ANDRADE 6159 ANDOVER AVE, VAN NUYS, CA 91406. This Business is conducted by: INDIVIDUAL. Signed: JUAN CARLOS ANDRADE, OWNER. This statement was filed with the County Clerk of Los Angeles County on 11/14/2017. The registrant(s) has (have) commenced to transact business under the fictitious business name or names listed above on N/A. NOTICE: This Fictitious Name Statement expires five years from the date it was filed in the office of the County Clerk. A new Fictitious Business Name Statement must be filed prior to that date. The filing of this statement does not of itself authorize the use in this state of a Fictitious Business Name in violation of the rights of another under Federal, State, or common law (See section 14411 et seq. Business and Professions Code)Publish: US Mountain Views News Nov 25, Dec 2, 9, 16, 2017	[1073, 515, 1270, 607]
notice-paragraph: FICTITIOUS BUSINESS NAME STATEMENT File No. 2017333467	[651, 141, 823, 148]
legal-notice-block	[1073, 184, 1270, 283]
column-body	[442, 80, 638, 868]
notice-column-1	[14, 80, 224, 2530]
page-footer	[0, 2545, 1358, 2576]
legal-notice-block	[231, 544, 426, 642]
notice-paragraph: The following person(s) is (are) doing business as: MONEY PALLETS INC, #154 W. CALIFORNIA BLVD. PASADENA, CA. 91331. Full name of registrant(s) is (are) MONEY PALLETS LLC 5047 WILLIS AVE #3, PANORAMA CITY, CA. 91402. This Business is conducted by: LLC. Signed: MARCO ANTONIO SOLORIO, MEMBER. This statement was filed with the County Clerk of Los Angeles County on 11/16/2017. The registrant(s) has (have) commenced to transact business under the fictitious business name or names listed above on N/A. NOTICE: This Fictitious Name Statement expires five years from the date it was filed in the office of the County Clerk. A new Fictitious Business Name Statement must be filed prior to that date. The filing of this statement does not of itself authorize the use in this state of a Fictitious Business Name in violation of the rights of another under Federal, State, or common law (See section 14411 et seq. Business and Professions Code)Publish: US Mountain Views News Nov 25, Dec 2, 9, 16, 2017	[862, 176, 1059, 268]
notice-paragraph: FICTITIOUS BUSINESS NAME STATEMENT File No. 2017333423	[651, 245, 823, 252]
notice-paragraph: FICTITIOUS BUSINESS NAME STATEMENT File No. 2017-326143	[231, 176, 404, 183]
legal-notice-block	[442, 320, 638, 419]
notice-paragraph: FICTITIOUS BUSINESS NAME STATEMENT File No. 2017333348	[651, 355, 823, 362]
notice-paragraph: STATEMENT OF ABANDONMENT OF USE OF FICTITIOUS BUSINESS NAME	[231, 87, 427, 100]
legal-notice-block	[20, 253, 216, 359]
publication-name: Mountain Views News	[1010, 54, 1152, 70]
notice-paragraph: FICTITIOUS BUSINESS NAME STATEMENT File No. 2017333054	[651, 611, 823, 618]
notice-paragraph: The following person(s) is (are) doing business as: TENTIS DESIGNS 1110 AVONOAK TERRACE, GLENDALE, CA. 91206. Full name of registrant(s) is (are) TENY MINAS 1110 AVONOAK TERRACE, GLENDALE, CA. 91206. This Business is conducted by: INDIVIDUAL. Signed: TENY MINAS, OWNER. This statement was filed with the County Clerk of Los Angeles County on 11/17/2017. The registrant(s) has (have) commenced to transact business under the fictitious business name or names listed above on 11/2017. NOTICE: This Fictitious Name Statement expires five years from the date it was filed in the office of the County Clerk. A new Fictitious Business Name Statement must be filed prior to that date. The filing of this statement does not of itself authorize the use in this state of a Fictitious Business Name in violation of the rights of another under Federal, State, or common law (See section 14411 et seq. Business and Professions Code)Publish: US Mountain Views News Nov 25, Dec 2, 9, 16, 2017	[441, 224, 638, 315]
column-body	[652, 80, 848, 786]
section-code: B5	[1288, 5, 1344, 55]
legal-notice-block	[231, 309, 426, 421]
legal-notice-block	[862, 274, 1058, 380]
legal-notice-block	[862, 495, 1058, 593]
notice-paragraph: The following person(s) is (are) doing business as: THE OTHER PIZZA, THE OTHER PIZZA CO, 121 E. 98TH STREET, INGLEWOOD, CA 90301. Full name of registrant(s) is (are) ANASTASIA MORGAN, 121 E. 98TH STREET, INGLEWOOD, CA 90301. This Business is conducted by: AN INDIVIDUAL. Signed: ANASTASIA MORGAN. This statement was filed with the County Clerk of Los Angeles County on 11/16/2017. The registrant(s) has (have) commenced to transact business under the fictitious business name or names listed above on N/A. NOTICE: This Fictitious Name Statement expires five years from the date it was filed in the office of the County Clerk. A new Fictitious Business Name Statement must be filed prior to that date. The filing of this statement does not of itself authorize the use in this state of a Fictitious Business Name in violation of the rights of another under Federal, State, or common law (See section 14411 et seq. Business and Professions Code)Publish: Mountain Views News Dates Pub: NOV 25, DEC 2, 9, 16, 2017	[20, 258, 217, 357]
column-body	[862, 80, 1058, 704]
notice-paragraph: The following person(s) is (are) doing business as: CATERING 13855 BURBANK BLVD., VAN NUYS, CA. 91401. Full name of registrant(s) is (are) RICARDO CHAVEZ 13855 BURBANK BLVD., VAN NUYS, CA. 91401. This Business is conducted by: INDIVIDUAL. Signed: RICARDO CHAVEZ, OWNER. This statement was filed with the County Clerk of Los Angeles County on 11/20/2017. The registrant(s) has (have) commenced to transact business under the fictitious business name or names listed above on N/A. NOTICE: This Fictitious Name Statement expires five years from the date it was filed in the office of the County Clerk. A new Fictitious Business Name Statement must be filed prior to that date. The filing of this statement does not of itself authorize the use in this state of a Fictitious Business Name in violation of the rights of another under Federal, State, or common law (See section 14411 et seq. Business and Professions Code)Publish: US Mountain Views News Nov 25, Dec 2, 9, 16, 2017	[862, 502, 1059, 592]
notice-column-4	[645, 80, 856, 2530]
legal-notice-block	[231, 176, 426, 304]
notice-paragraph: FICTITIOUS BUSINESS NAME STATEMENT File No. 2017-325006	[1073, 287, 1246, 294]
legal-notice-block	[862, 384, 1058, 490]
column-body	[1073, 80, 1270, 683]
legal-notice-block	[652, 716, 848, 786]
notice-paragraph: STATEMENT OF ABANDONMENT OF USE OF FICTITIOUS BUSINESS NAME	[20, 923, 217, 936]
notice-paragraph: 11/16/2017. The registrant(s) has (have) commenced to transact business under the fictitious business name or names listed above on N/A. NOTICE: This Fictitious Name Statement expires five years from the date it was filed in the office of the County Clerk. A new Fictitious Business Name Statement must be filed prior to that date. The filing of this statement does not of itself authorize the use in this state of a Fictitious Business Name in violation of the rights of another under Federal, State, or common law (See section 14411 et seq. Business and Professions Code)Publish: Mountain Views News Dates Pub: NOV 25, DEC 2, 9, 16, 2017	[20, 80, 217, 136]
